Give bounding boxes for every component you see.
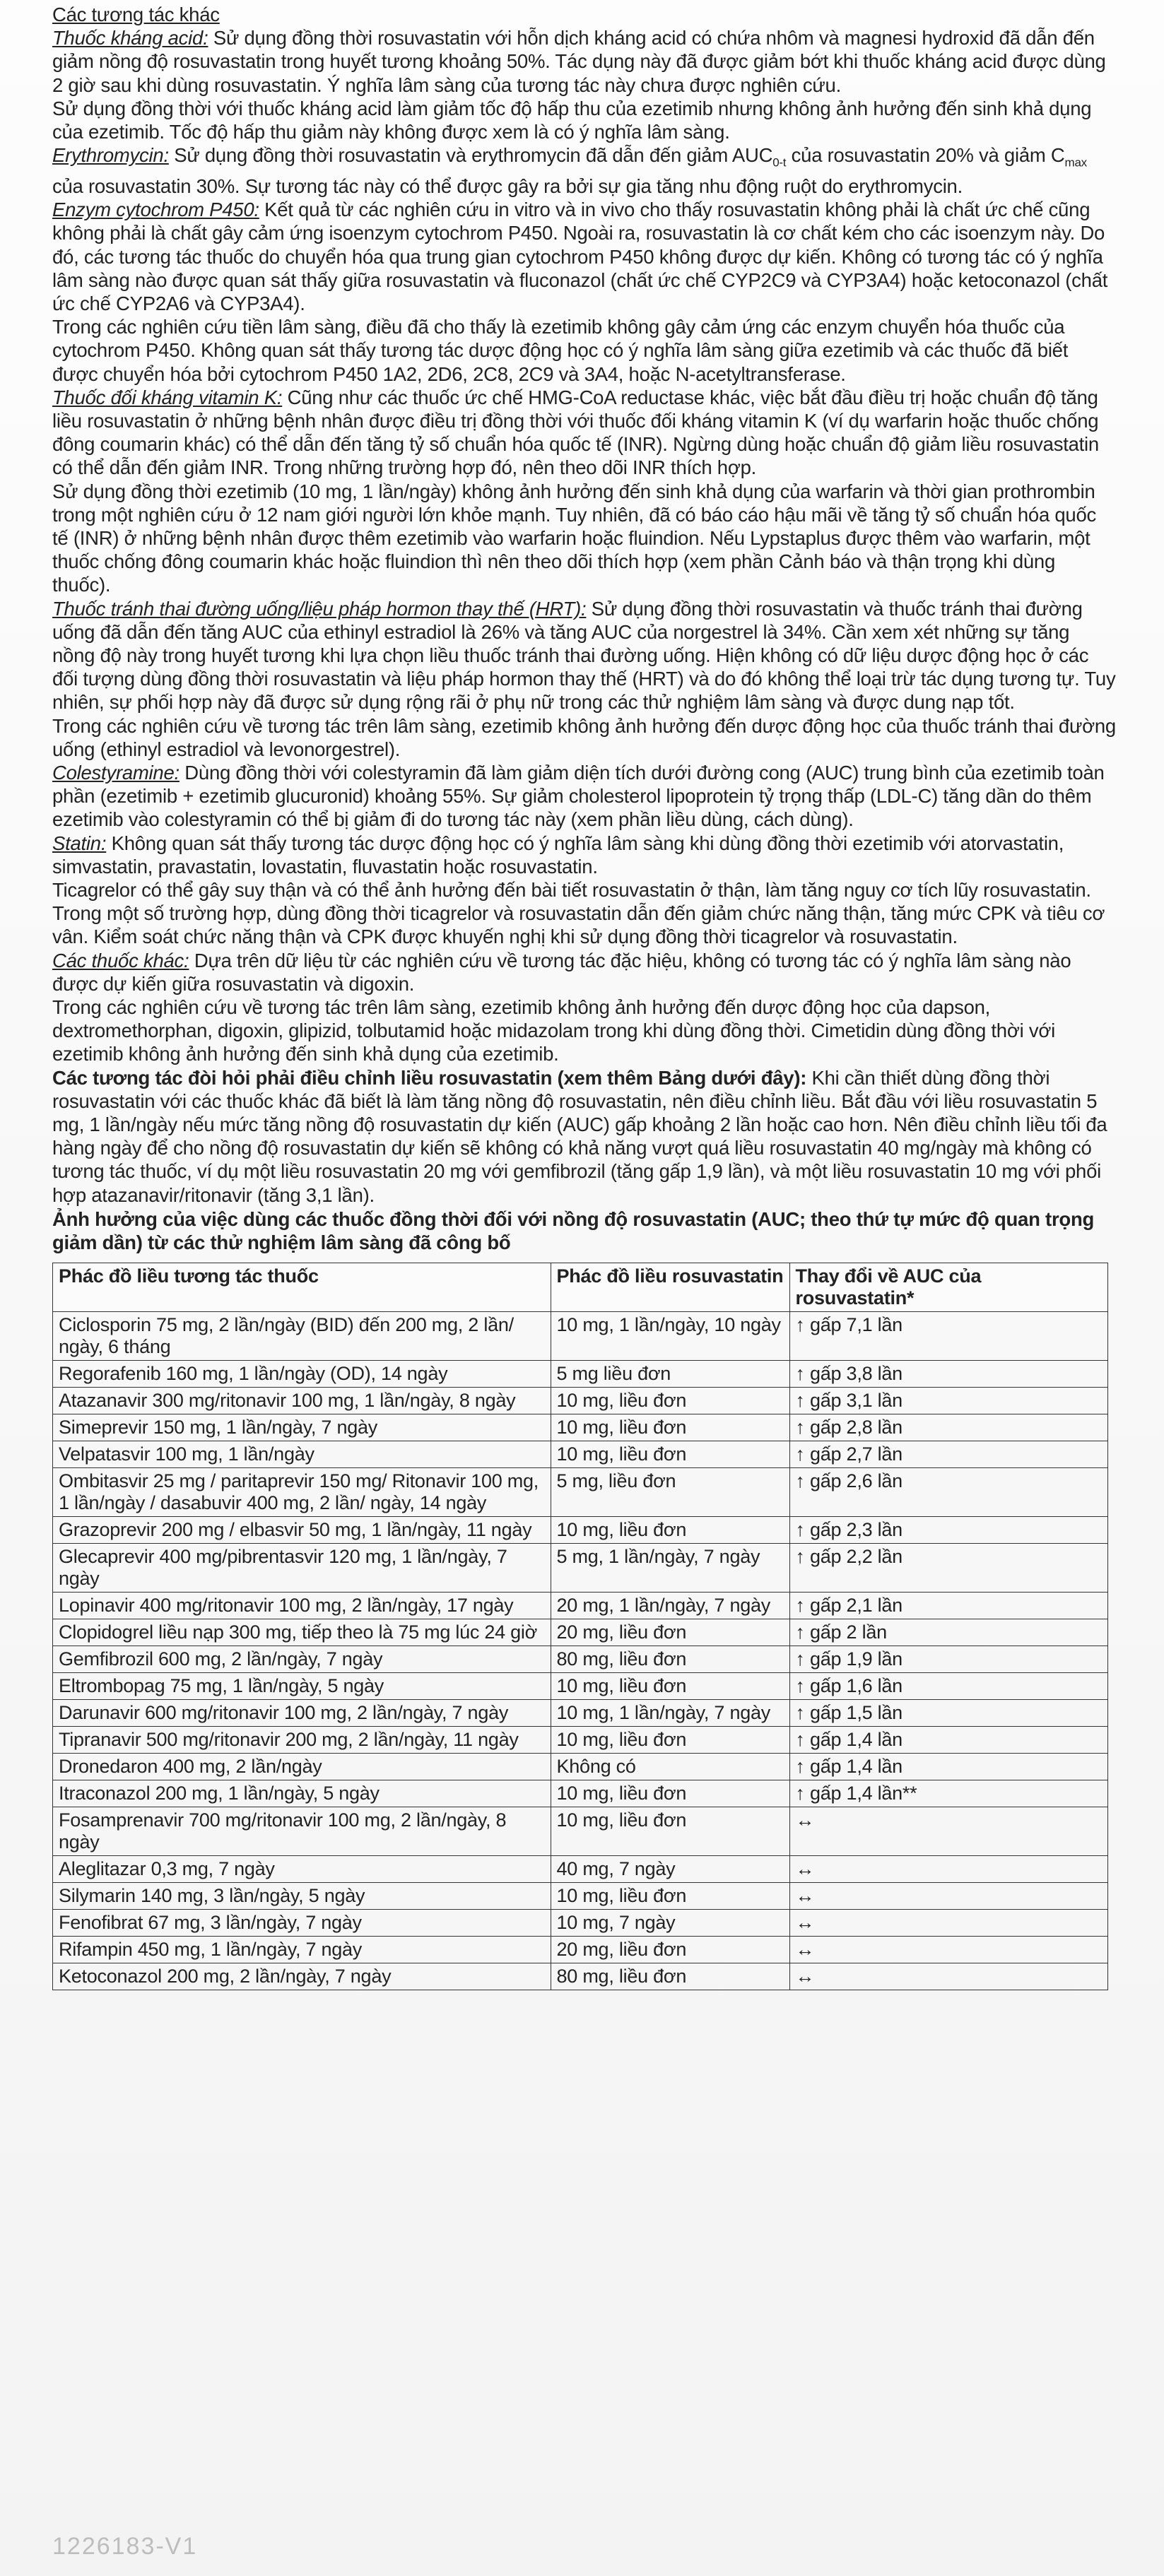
cell-regimen: Eltrombopag 75 mg, 1 lần/ngày, 5 ngày	[53, 1673, 551, 1700]
cell-auc-change: ↑ gấp 2,6 lần	[789, 1468, 1108, 1517]
cell-auc-change: ↔	[789, 1883, 1108, 1910]
cell-regimen: Regorafenib 160 mg, 1 lần/ngày (OD), 14 ngày	[53, 1361, 551, 1388]
cell-auc-change: ↑ gấp 1,6 lần	[789, 1673, 1108, 1700]
table-row	[53, 1780, 1108, 1807]
paragraph-dose-adjust	[52, 1066, 1116, 1207]
table-row	[53, 1544, 1108, 1593]
table-row	[53, 1468, 1108, 1517]
cell-auc-change: ↑ gấp 2 lần	[789, 1619, 1108, 1646]
cell-rosuvastatin-dose: 5 mg, 1 lần/ngày, 7 ngày	[551, 1544, 789, 1593]
cell-rosuvastatin-dose: 10 mg, liều đơn	[551, 1727, 789, 1754]
table-row	[53, 1388, 1108, 1414]
cell-rosuvastatin-dose: Không có	[551, 1754, 789, 1780]
cell-rosuvastatin-dose: 10 mg, 7 ngày	[551, 1910, 789, 1937]
label-erythromycin: Erythromycin:	[52, 144, 169, 167]
cell-regimen: Rifampin 450 mg, 1 lần/ngày, 7 ngày	[53, 1937, 551, 1963]
text-statin: Không quan sát thấy tương tác dược động học có ý nghĩa lâm sàng khi dùng đồng thời ezetimib với atorvastatin, simvastatin, pravastatin, lovastatin, fluvastatin hoặc rosuvastatin.	[52, 832, 1064, 878]
text-cyp450: Kết quả từ các nghiên cứu in vitro và in vivo cho thấy rosuvastatin không phải là chất ức chế cũng không phải là chất gây cảm ứng isoenzym cytochrom P450. Ngoài ra, rosuvastatin là cơ chất kém cho các isoenzym này. Do đó, các tương tác thuốc do chuyển hóa qua trung gian cytochrom P450 không được dự kiến. Không có tương tác có ý nghĩa lâm sàng nào được quan sát thấy giữa rosuvastatin và fluconazol (chất ức chế CYP2C9 và CYP3A4) hoặc ketoconazol (chất ức chế CYP2A6 và CYP3A4).	[52, 199, 1108, 314]
subscript-auc: 0-t	[772, 155, 787, 170]
table-row	[53, 1937, 1108, 1963]
cell-auc-change: ↔	[789, 1910, 1108, 1937]
paragraph-cyp450-ezetimib: Trong các nghiên cứu tiền lâm sàng, điều đã cho thấy là ezetimib không gây cảm ứng các enzym chuyển hóa thuốc của cytochrom P450. Không quan sát thấy tương tác dược động học có ý nghĩa lâm sàng giữa ezetimib và các thuốc đã biết được chuyển hóa bởi cytochrom P450 1A2, 2D6, 2C8, 2C9 và 3A4, hoặc N-acetyltransferase.	[52, 316, 1069, 385]
header-rosuvastatin-dose: Phác đồ liều rosuvastatin	[551, 1263, 789, 1312]
label-statin: Statin:	[52, 832, 107, 854]
text-dose-adjust: Khi cần thiết dùng đồng thời rosuvastatin với các thuốc khác đã biết là làm tăng nồng độ rosuvastatin, nên điều chỉnh liều. Bắt đầu với liều rosuvastatin 5 mg, 1 lần/ngày nếu mức tăng nồng độ rosuvastatin dự kiến (AUC) gấp khoảng 2 lần hoặc cao hơn. Nên điều chỉnh liều tối đa hàng ngày để cho nồng độ rosuvastatin dự kiến sẽ không có khả năng vượt quá liều rosuvastatin 40 mg/ngày mà không có tương tác thuốc, ví dụ một liều rosuvastatin 20 mg với gemfibrozil (tăng gấp 1,9 lần), và một liều rosuvastatin 10 mg với phối hợp atazanavir/ritonavir (tăng 3,1 lần).	[52, 1066, 1107, 1206]
label-other-drugs: Các thuốc khác:	[52, 949, 189, 971]
cell-rosuvastatin-dose: 5 mg, liều đơn	[551, 1468, 789, 1517]
paragraph-statin	[52, 832, 1116, 878]
table-row	[53, 1441, 1108, 1468]
paragraph-antacid-ezetimib: Sử dụng đồng thời với thuốc kháng acid làm giảm tốc độ hấp thu của ezetimib nhưng không ảnh hưởng đến sinh khả dụng của ezetimib. Tốc độ hấp thu giảm này không được xem là có ý nghĩa lâm sàng.	[52, 97, 1092, 143]
cell-rosuvastatin-dose: 20 mg, liều đơn	[551, 1937, 789, 1963]
table-body	[53, 1312, 1108, 1990]
interaction-table	[52, 1263, 1108, 1990]
cell-rosuvastatin-dose: 10 mg, liều đơn	[551, 1883, 789, 1910]
cell-regimen: Silymarin 140 mg, 3 lần/ngày, 5 ngày	[53, 1883, 551, 1910]
paragraph-cyp450	[52, 198, 1116, 315]
cell-regimen: Ciclosporin 75 mg, 2 lần/ngày (BID) đến 200 mg, 2 lần/ ngày, 6 tháng	[53, 1312, 551, 1361]
table-row	[53, 1700, 1108, 1727]
cell-rosuvastatin-dose: 10 mg, 1 lần/ngày, 7 ngày	[551, 1700, 789, 1727]
cell-regimen: Lopinavir 400 mg/ritonavir 100 mg, 2 lần/ngày, 17 ngày	[53, 1593, 551, 1619]
text-vitamin-k: Cũng như các thuốc ức chế HMG-CoA reductase khác, việc bắt đầu điều trị hoặc chuẩn độ tăng liều rosuvastatin ở những bệnh nhân được điều trị đồng thời với thuốc đối kháng vitamin K (ví dụ warfarin hoặc thuốc chống đông coumarin khác) có thể dẫn đến tăng tỷ số chuẩn hóa quốc tế (INR). Ngừng dùng hoặc chuẩn độ giảm liều rosuvastatin có thể dẫn đến giảm INR. Trong những trường hợp đó, nên theo dõi INR thích hợp.	[52, 386, 1099, 479]
text-antacid: Sử dụng đồng thời rosuvastatin với hỗn dịch kháng acid có chứa nhôm và magnesi hydroxid đã dẫn đến giảm nồng độ rosuvastatin trong huyết tương khoảng 50%. Tác dụng này đã được giảm bớt khi thuốc kháng acid được dùng 2 giờ sau khi dùng rosuvastatin. Ý nghĩa lâm sàng của tương tác này chưa được nghiên cứu.	[52, 27, 1106, 96]
cell-auc-change: ↑ gấp 2,8 lần	[789, 1414, 1108, 1441]
cell-rosuvastatin-dose: 10 mg, liều đơn	[551, 1673, 789, 1700]
text-erythromycin-c: của rosuvastatin 30%. Sự tương tác này có thể được gây ra bởi sự gia tăng nhu động ruột do erythromycin.	[52, 175, 963, 197]
cell-rosuvastatin-dose: 10 mg, liều đơn	[551, 1388, 789, 1414]
paragraph-erythromycin	[52, 143, 1116, 198]
paragraph-colestyramine	[52, 761, 1116, 832]
paragraph-other-ezetimib: Trong các nghiên cứu về tương tác trên lâm sàng, ezetimib không ảnh hưởng đến dược động học của dapson, dextromethorphan, digoxin, glipizid, tolbutamid hoặc midazolam trong khi dùng đồng thời. Cimetidin dùng đồng thời với ezetimib không ảnh hưởng đến sinh khả dụng của ezetimib.	[52, 996, 1056, 1065]
paragraph-hrt	[52, 597, 1116, 714]
paragraph-vitamin-k-ezetimib: Sử dụng đồng thời ezetimib (10 mg, 1 lần/ngày) không ảnh hưởng đến sinh khả dụng của warfarin và thời gian prothrombin trong một nghiên cứu ở 12 nam giới người lớn khỏe mạnh. Tuy nhiên, đã có báo cáo hậu mãi về tăng tỷ số chuẩn hóa quốc tế (INR) ở những bệnh nhân được thêm ezetimib vào warfarin hoặc fluindion. Nếu Lypstaplus được thêm vào warfarin, một thuốc chống đông coumarin khác hoặc fluindion thì nên theo dõi thích hợp (xem phần Cảnh báo và thận trọng khi dùng thuốc).	[52, 480, 1097, 596]
cell-rosuvastatin-dose: 10 mg, liều đơn	[551, 1414, 789, 1441]
cell-auc-change: ↑ gấp 2,1 lần	[789, 1593, 1108, 1619]
paragraph-other-drugs	[52, 949, 1116, 995]
document-code: 1226183-V1	[52, 2533, 198, 2560]
text-erythromycin-a: Sử dụng đồng thời rosuvastatin và erythromycin đã dẫn đến giảm AUC	[168, 144, 773, 167]
cell-regimen: Simeprevir 150 mg, 1 lần/ngày, 7 ngày	[53, 1414, 551, 1441]
table-row	[53, 1414, 1108, 1441]
cell-rosuvastatin-dose: 20 mg, 1 lần/ngày, 7 ngày	[551, 1593, 789, 1619]
paragraph-hrt-ezetimib: Trong các nghiên cứu về tương tác trên lâm sàng, ezetimib không ảnh hưởng đến dược động học của thuốc tránh thai đường uống (ethinyl estradiol và levonorgestrel).	[52, 714, 1116, 760]
cell-auc-change: ↑ gấp 3,1 lần	[789, 1388, 1108, 1414]
cell-regimen: Velpatasvir 100 mg, 1 lần/ngày	[53, 1441, 551, 1468]
cell-auc-change: ↑ gấp 7,1 lần	[789, 1312, 1108, 1361]
table-row	[53, 1807, 1108, 1856]
cell-regimen: Dronedaron 400 mg, 2 lần/ngày	[53, 1754, 551, 1780]
label-hrt: Thuốc tránh thai đường uống/liệu pháp hormon thay thế (HRT):	[52, 597, 587, 620]
cell-rosuvastatin-dose: 10 mg, liều đơn	[551, 1441, 789, 1468]
text-hrt: Sử dụng đồng thời rosuvastatin và thuốc tránh thai đường uống đã dẫn đến tăng AUC của ethinyl estradiol là 26% và tăng AUC của norgestrel là 34%. Cần xem xét những sự tăng nồng độ này trong huyết tương khi lựa chọn liều thuốc tránh thai đường uống. Hiện không có dữ liệu dược động học ở các đối tượng dùng đồng thời rosuvastatin và liệu pháp hormon thay thế (HRT) và do đó không thể loại trừ tác dụng tương tự. Tuy nhiên, sự phối hợp này đã được sử dụng rộng rãi ở phụ nữ trong các thử nghiệm lâm sàng và được dung nạp tốt.	[52, 597, 1116, 714]
cell-rosuvastatin-dose: 5 mg liều đơn	[551, 1361, 789, 1388]
table-title: Ảnh hưởng của việc dùng các thuốc đồng thời đối với nồng độ rosuvastatin (AUC; theo thứ tự mức độ quan trọng giảm dần) từ các thử nghiệm lâm sàng đã công bố	[52, 1207, 1095, 1254]
table-row	[53, 1856, 1108, 1883]
label-cyp450: Enzym cytochrom P450:	[52, 199, 259, 221]
paragraph-vitamin-k	[52, 386, 1116, 480]
cell-auc-change: ↑ gấp 2,3 lần	[789, 1517, 1108, 1544]
subscript-cmax: max	[1064, 155, 1087, 170]
label-vitamin-k: Thuốc đối kháng vitamin K:	[52, 386, 283, 408]
cell-auc-change: ↑ gấp 2,2 lần	[789, 1544, 1108, 1593]
cell-auc-change: ↑ gấp 1,9 lần	[789, 1646, 1108, 1673]
cell-rosuvastatin-dose: 10 mg, liều đơn	[551, 1517, 789, 1544]
cell-regimen: Tipranavir 500 mg/ritonavir 200 mg, 2 lần/ngày, 11 ngày	[53, 1727, 551, 1754]
table-row	[53, 1646, 1108, 1673]
cell-regimen: Darunavir 600 mg/ritonavir 100 mg, 2 lần/ngày, 7 ngày	[53, 1700, 551, 1727]
cell-regimen: Atazanavir 300 mg/ritonavir 100 mg, 1 lần/ngày, 8 ngày	[53, 1388, 551, 1414]
cell-auc-change: ↔	[789, 1856, 1108, 1883]
table-row	[53, 1673, 1108, 1700]
cell-auc-change: ↑ gấp 1,5 lần	[789, 1700, 1108, 1727]
cell-auc-change: ↑ gấp 1,4 lần**	[789, 1780, 1108, 1807]
table-row	[53, 1593, 1108, 1619]
table-row	[53, 1619, 1108, 1646]
label-dose-adjust: Các tương tác đòi hỏi phải điều chỉnh liều rosuvastatin (xem thêm Bảng dưới đây):	[52, 1066, 807, 1089]
cell-regimen: Gemfibrozil 600 mg, 2 lần/ngày, 7 ngày	[53, 1646, 551, 1673]
cell-auc-change: ↔	[789, 1807, 1108, 1856]
table-row	[53, 1727, 1108, 1754]
cell-auc-change: ↑ gấp 1,4 lần	[789, 1754, 1108, 1780]
label-colestyramine: Colestyramine:	[52, 762, 180, 784]
cell-auc-change: ↑ gấp 2,7 lần	[789, 1441, 1108, 1468]
table-row	[53, 1312, 1108, 1361]
cell-auc-change: ↔	[789, 1937, 1108, 1963]
document-body	[52, 3, 1116, 1990]
cell-auc-change: ↔	[789, 1963, 1108, 1990]
cell-rosuvastatin-dose: 10 mg, liều đơn	[551, 1807, 789, 1856]
cell-rosuvastatin-dose: 40 mg, 7 ngày	[551, 1856, 789, 1883]
cell-regimen: Ombitasvir 25 mg / paritaprevir 150 mg/ Ritonavir 100 mg, 1 lần/ngày / dasabuvir 400 mg, 2 lần/ ngày, 14 ngày	[53, 1468, 551, 1517]
cell-rosuvastatin-dose: 10 mg, liều đơn	[551, 1780, 789, 1807]
cell-auc-change: ↑ gấp 1,4 lần	[789, 1727, 1108, 1754]
header-regimen: Phác đồ liều tương tác thuốc	[53, 1263, 551, 1312]
table-row	[53, 1963, 1108, 1990]
cell-regimen: Grazoprevir 200 mg / elbasvir 50 mg, 1 lần/ngày, 11 ngày	[53, 1517, 551, 1544]
text-erythromycin-b: của rosuvastatin 20% và giảm C	[786, 144, 1065, 167]
paragraph-ticagrelor: Ticagrelor có thể gây suy thận và có thể ảnh hưởng đến bài tiết rosuvastatin ở thận, làm tăng nguy cơ tích lũy rosuvastatin. Trong một số trường hợp, dùng đồng thời ticagrelor và rosuvastatin dẫn đến giảm chức năng thận, tăng mức CPK và tiêu cơ vân. Kiểm soát chức năng thận và CPK được khuyến nghị khi sử dụng đồng thời ticagrelor và rosuvastatin.	[52, 879, 1105, 948]
cell-regimen: Ketoconazol 200 mg, 2 lần/ngày, 7 ngày	[53, 1963, 551, 1990]
table-row	[53, 1361, 1108, 1388]
cell-rosuvastatin-dose: 10 mg, 1 lần/ngày, 10 ngày	[551, 1312, 789, 1361]
cell-rosuvastatin-dose: 80 mg, liều đơn	[551, 1646, 789, 1673]
paragraph-antacid	[52, 26, 1116, 97]
table-header-row	[53, 1263, 1108, 1312]
table-row	[53, 1517, 1108, 1544]
cell-rosuvastatin-dose: 20 mg, liều đơn	[551, 1619, 789, 1646]
cell-regimen: Glecaprevir 400 mg/pibrentasvir 120 mg, 1 lần/ngày, 7 ngày	[53, 1544, 551, 1593]
header-auc-change: Thay đổi về AUC của rosuvastatin*	[789, 1263, 1108, 1312]
cell-regimen: Itraconazol 200 mg, 1 lần/ngày, 5 ngày	[53, 1780, 551, 1807]
table-row	[53, 1754, 1108, 1780]
label-antacid: Thuốc kháng acid:	[52, 27, 208, 49]
cell-auc-change: ↑ gấp 3,8 lần	[789, 1361, 1108, 1388]
cell-regimen: Fosamprenavir 700 mg/ritonavir 100 mg, 2 lần/ngày, 8 ngày	[53, 1807, 551, 1856]
text-other-drugs: Dựa trên dữ liệu từ các nghiên cứu về tương tác đặc hiệu, không có tương tác có ý nghĩa lâm sàng nào được dự kiến giữa rosuvastatin và digoxin.	[52, 949, 1071, 995]
cell-regimen: Clopidogrel liều nạp 300 mg, tiếp theo là 75 mg lúc 24 giờ	[53, 1619, 551, 1646]
cell-rosuvastatin-dose: 80 mg, liều đơn	[551, 1963, 789, 1990]
cell-regimen: Fenofibrat 67 mg, 3 lần/ngày, 7 ngày	[53, 1910, 551, 1937]
table-row	[53, 1883, 1108, 1910]
table-row	[53, 1910, 1108, 1937]
cell-regimen: Aleglitazar 0,3 mg, 7 ngày	[53, 1856, 551, 1883]
section-title: Các tương tác khác	[52, 4, 220, 25]
text-colestyramine: Dùng đồng thời với colestyramin đã làm giảm diện tích dưới đường cong (AUC) trung bình của ezetimib toàn phần (ezetimib + ezetimib glucuronid) khoảng 55%. Sự giảm cholesterol lipoprotein tỷ trọng thấp (LDL-C) tăng dần do thêm ezetimib vào colestyramin có thể bị giảm đi do tương tác này (xem phần liều dùng, cách dùng).	[52, 762, 1105, 831]
